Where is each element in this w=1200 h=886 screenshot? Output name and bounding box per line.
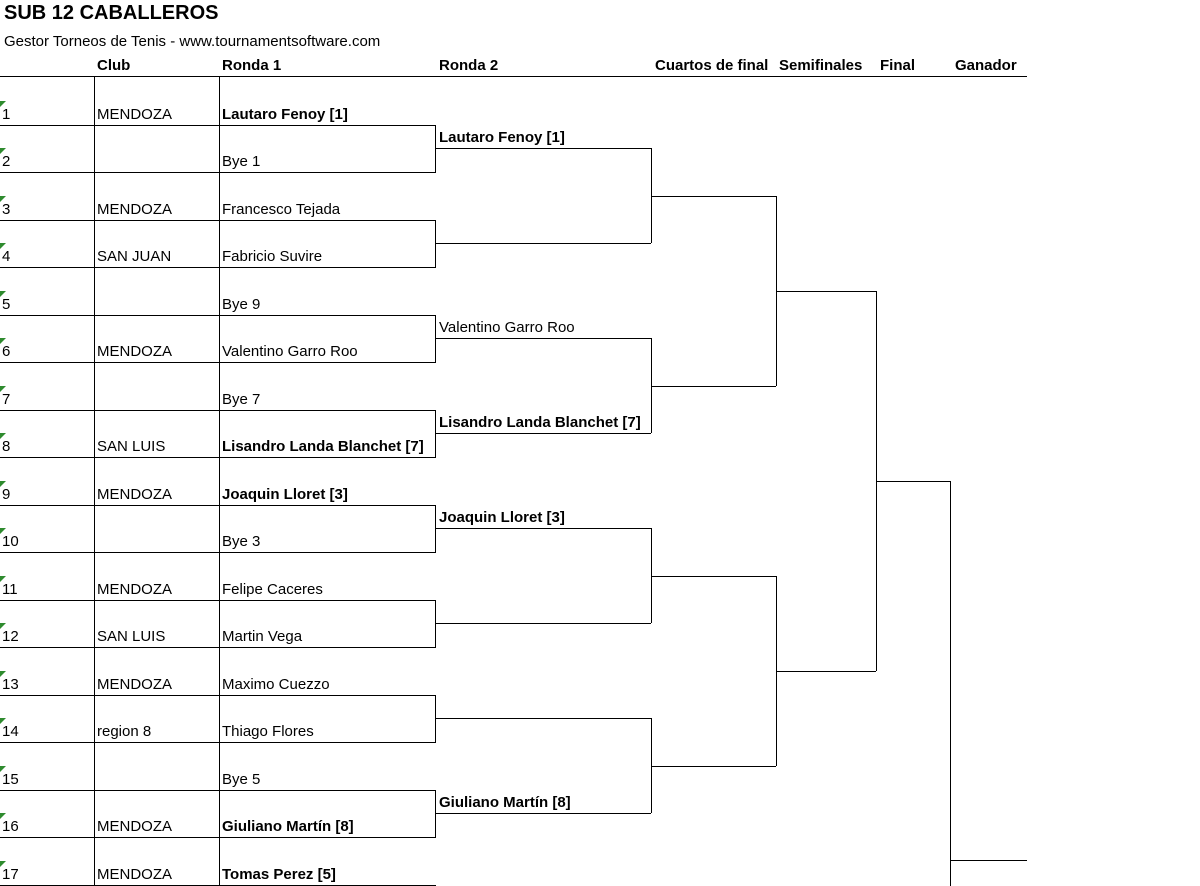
ronda2-player: Joaquin Lloret [3] <box>439 509 565 527</box>
ronda1-player: Bye 7 <box>222 390 261 408</box>
club-cell: SAN LUIS <box>97 628 166 645</box>
header-ganador: Ganador <box>955 57 1017 74</box>
club-cell: MENDOZA <box>97 865 172 883</box>
row-line <box>0 172 436 173</box>
ronda1-player: Tomas Perez [5] <box>222 865 336 883</box>
row-line <box>0 790 436 791</box>
club-cell: MENDOZA <box>97 343 172 360</box>
ronda2-player: Lautaro Fenoy [1] <box>439 129 565 147</box>
club-cell: MENDOZA <box>97 580 172 598</box>
ronda2-player: Giuliano Martín [8] <box>439 794 571 812</box>
club-cell: MENDOZA <box>97 675 172 693</box>
row-line <box>0 220 436 221</box>
row-line <box>0 600 436 601</box>
row-line <box>0 837 436 838</box>
club-cell: MENDOZA <box>97 105 172 123</box>
cuartos-line <box>652 196 776 197</box>
row-line <box>0 647 436 648</box>
draw-position-number: 10 <box>2 533 19 550</box>
ronda2-line <box>436 813 651 814</box>
draw-position-number: 15 <box>2 770 19 788</box>
draw-position-number: 4 <box>2 248 11 265</box>
ronda2-line <box>436 718 651 719</box>
club-cell: SAN JUAN <box>97 248 172 265</box>
club-cell: SAN LUIS <box>97 438 166 455</box>
ronda1-player: Thiago Flores <box>222 723 314 740</box>
draw-position-number: 9 <box>2 485 11 503</box>
club-cell: MENDOZA <box>97 818 172 835</box>
ronda1-player: Giuliano Martín [8] <box>222 818 354 835</box>
row-line <box>0 410 436 411</box>
ronda2-line <box>436 243 651 244</box>
draw-position-number: 12 <box>2 628 19 645</box>
ronda1-player: Francesco Tejada <box>222 200 341 218</box>
header-ronda-1: Ronda 1 <box>222 57 282 74</box>
header-cuartos: Cuartos de final <box>655 57 769 74</box>
row-line <box>0 505 436 506</box>
ronda1-player: Fabricio Suvire <box>222 248 323 265</box>
header-final: Final <box>880 57 916 74</box>
ganador-line <box>951 860 1027 861</box>
ronda2-player: Valentino Garro Roo <box>439 319 575 337</box>
ronda1-player: Joaquin Lloret [3] <box>222 485 348 503</box>
club-column-line <box>94 76 95 886</box>
draw-position-number: 1 <box>2 105 11 123</box>
header-club: Club <box>97 57 131 74</box>
row-line <box>0 315 436 316</box>
row-line <box>0 695 436 696</box>
page-subtitle: Gestor Torneos de Tenis - www.tournamentsoftware.com <box>4 33 381 50</box>
cuartos-line <box>652 386 776 387</box>
draw-position-number: 13 <box>2 675 19 693</box>
final-line <box>877 481 950 482</box>
draw-position-number: 16 <box>2 818 19 835</box>
header-semis: Semifinales <box>779 57 863 74</box>
ronda1-player: Valentino Garro Roo <box>222 343 358 360</box>
ronda2-line <box>436 148 651 149</box>
ronda1-player: Felipe Caceres <box>222 580 323 598</box>
row-line <box>0 885 436 886</box>
ronda1-player: Lautaro Fenoy [1] <box>222 105 348 123</box>
draw-position-number: 8 <box>2 438 11 455</box>
row-line <box>0 552 436 553</box>
draw-position-number: 7 <box>2 390 11 408</box>
draw-position-number: 6 <box>2 343 11 360</box>
draw-position-number: 5 <box>2 295 11 313</box>
ronda1-player: Bye 1 <box>222 153 261 170</box>
club-cell: region 8 <box>97 723 152 740</box>
ronda2-player: Lisandro Landa Blanchet [7] <box>439 414 641 432</box>
semis-line <box>777 291 876 292</box>
club-cell: MENDOZA <box>97 485 172 503</box>
ronda1-player: Maximo Cuezzo <box>222 675 330 693</box>
ronda2-line <box>436 433 651 434</box>
draw-position-number: 3 <box>2 200 11 218</box>
header-ronda-2: Ronda 2 <box>439 57 499 74</box>
ronda1-player: Bye 3 <box>222 533 261 550</box>
draw-position-number: 17 <box>2 865 19 883</box>
ronda1-player: Martin Vega <box>222 628 303 645</box>
ronda1-player: Bye 9 <box>222 295 261 313</box>
row-line <box>0 742 436 743</box>
ronda1-player: Lisandro Landa Blanchet [7] <box>222 438 424 455</box>
cuartos-line <box>652 576 776 577</box>
row-line <box>0 457 436 458</box>
row-line <box>0 267 436 268</box>
row-line <box>0 125 436 126</box>
page-title: SUB 12 CABALLEROS <box>4 2 219 24</box>
ronda1-column-line <box>219 76 220 886</box>
draw-position-number: 11 <box>2 580 18 598</box>
final-match-connector <box>950 481 951 886</box>
ronda2-line <box>436 623 651 624</box>
club-cell: MENDOZA <box>97 200 172 218</box>
cuartos-line <box>652 766 776 767</box>
semis-line <box>777 671 876 672</box>
header-underline <box>0 76 1027 77</box>
row-line <box>0 362 436 363</box>
draw-position-number: 14 <box>2 723 19 740</box>
ronda1-player: Bye 5 <box>222 770 261 788</box>
draw-position-number: 2 <box>2 153 11 170</box>
ronda2-line <box>436 528 651 529</box>
ronda2-line <box>436 338 651 339</box>
